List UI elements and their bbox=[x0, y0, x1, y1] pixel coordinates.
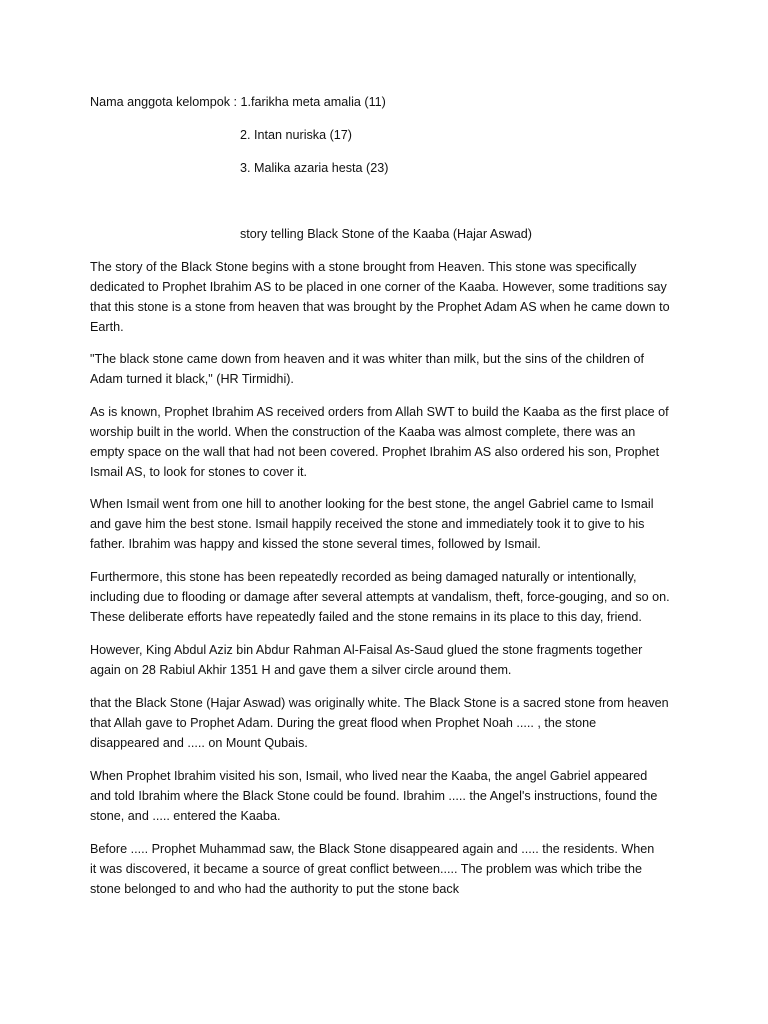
member-2: 2. Intan nuriska (17) bbox=[240, 128, 353, 142]
paragraph-6: However, King Abdul Aziz bin Abdur Rahman Al-Faisal As-Saud glued the stone fragments together again on 28 Rabiul Akhir 1351 H and gave them a silver circle around them. bbox=[90, 643, 643, 677]
paragraph-9: Before ..... Prophet Muhammad saw, the Black Stone disappeared again and ..... the residents. When it was discovered, it became a source of great conflict between..... The problem was which tribe the stone belonged to and who had the authority to put the stone back bbox=[90, 842, 655, 896]
paragraph-7: that the Black Stone (Hajar Aswad) was originally white. The Black Stone is a sacred stone from heaven that Allah gave to Prophet Adam. During the great flood when Prophet Noah ..... , the stone disappeared and ..... on Mount Qubais. bbox=[90, 696, 669, 750]
paragraph-1: The story of the Black Stone begins with a stone brought from Heaven. This stone was specifically dedicated to Prophet Ibrahim AS to be placed in one corner of the Kaaba. However, some traditions say that this stone is a stone from heaven that was brought by the Prophet Adam AS when he came down to Earth. bbox=[90, 260, 670, 334]
document-title: story telling Black Stone of the Kaaba (Hajar Aswad) bbox=[240, 227, 532, 241]
group-members-line: Nama anggota kelompok : 1.farikha meta amalia (11) bbox=[90, 95, 386, 109]
paragraph-4: When Ismail went from one hill to another looking for the best stone, the angel Gabriel came to Ismail and gave him the best stone. Ismail happily received the stone and immediately took it to give to his father. Ibrahim was happy and kissed the stone several times, followed by Ismail. bbox=[90, 497, 654, 551]
paragraph-8: When Prophet Ibrahim visited his son, Ismail, who lived near the Kaaba, the angel Gabriel appeared and told Ibrahim where the Black Stone could be found. Ibrahim ..... the Angel's instructions, found the stone, and ..... entered the Kaaba. bbox=[90, 769, 658, 823]
paragraph-5: Furthermore, this stone has been repeatedly recorded as being damaged naturally or intentionally, including due to flooding or damage after several attempts at vandalism, theft, force-gouging, and so on. These deliberate efforts have repeatedly failed and the stone remains in its place to this day, friend. bbox=[90, 570, 670, 624]
paragraph-2: "The black stone came down from heaven and it was whiter than milk, but the sins of the children of Adam turned it black," (HR Tirmidhi). bbox=[90, 352, 644, 386]
paragraph-3: As is known, Prophet Ibrahim AS received orders from Allah SWT to build the Kaaba as the first place of worship built in the world. When the construction of the Kaaba was almost complete, there was an empty space on the wall that had not been covered. Prophet Ibrahim AS also ordered his son, Prophet Ismail AS, to look for stones to cover it. bbox=[90, 405, 669, 479]
member-3: 3. Malika azaria hesta (23) bbox=[240, 161, 389, 175]
